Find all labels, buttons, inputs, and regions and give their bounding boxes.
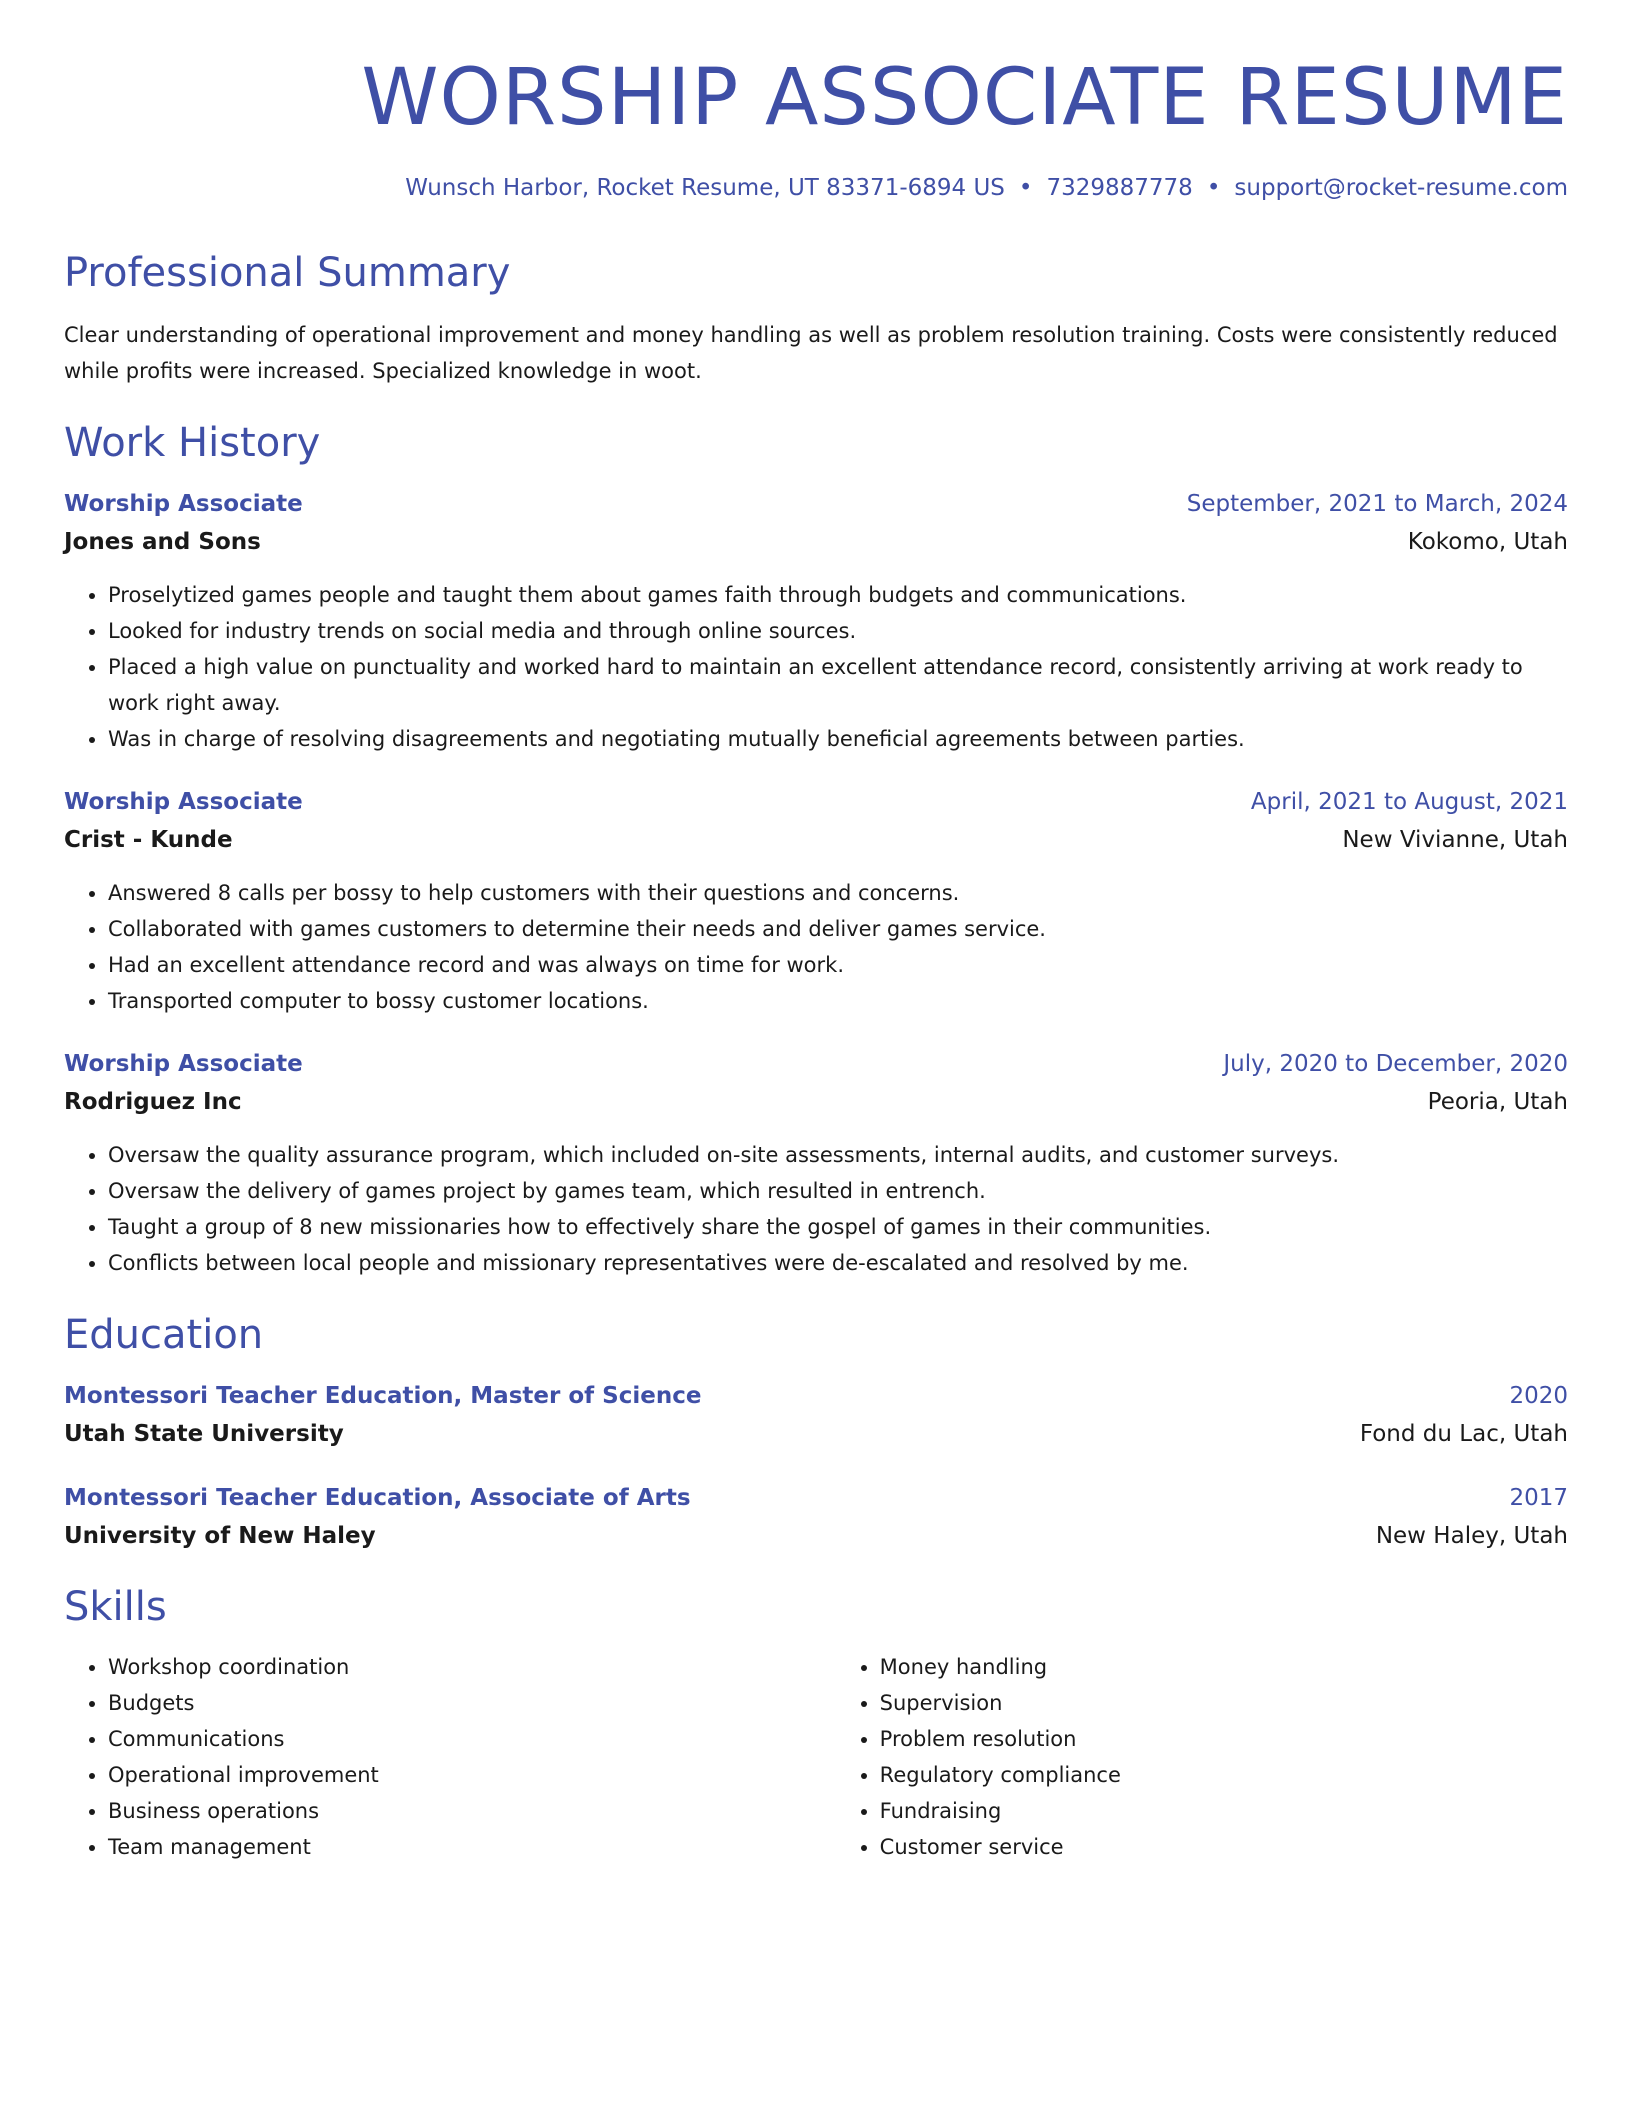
skill-item: • Regulatory compliance (880, 1757, 1568, 1793)
job-bullet: • Looked for industry trends on social media and through online sources. (108, 613, 1568, 649)
skill-item: • Money handling (880, 1649, 1568, 1685)
work-history-heading: Work History (64, 420, 321, 467)
skill-item: • Customer service (880, 1829, 1568, 1865)
job-bullet: • Oversaw the quality assurance program, which included on-site assessments, internal audits, and customer surveys. (108, 1137, 1568, 1173)
education-degree: Montessori Teacher Education, Master of Science (64, 1383, 702, 1410)
skill-item: • Supervision (880, 1685, 1568, 1721)
job-role: Worship Associate (64, 491, 303, 518)
contact-email: support@rocket-resume.com (1234, 174, 1568, 201)
education-school: University of New Haley (64, 1523, 376, 1550)
skill-item: • Workshop coordination (108, 1649, 836, 1685)
skills-list (64, 1649, 1568, 1865)
contact-phone: 7329887778 (1046, 174, 1193, 201)
summary-heading: Professional Summary (64, 250, 511, 297)
skill-item: • Fundraising (880, 1793, 1568, 1829)
job-role: Worship Associate (64, 789, 303, 816)
contact-line (64, 174, 1568, 204)
job-location: New Vivianne, Utah (1342, 827, 1568, 854)
resume-header (64, 50, 1568, 203)
job-bullets (64, 577, 1568, 757)
skill-item: • Problem resolution (880, 1721, 1568, 1757)
job-bullet: • Proselytized games people and taught them about games faith through budgets and communications. (108, 577, 1568, 613)
job-bullet: • Collaborated with games customers to determine their needs and deliver games service. (108, 911, 1568, 947)
job-dates: September, 2021 to March, 2024 (1186, 491, 1568, 518)
education-location: New Haley, Utah (1375, 1523, 1568, 1550)
skill-item: • Budgets (108, 1685, 836, 1721)
job-role: Worship Associate (64, 1051, 303, 1078)
job-bullet: • Was in charge of resolving disagreements and negotiating mutually beneficial agreements between parties. (108, 721, 1568, 757)
job-location: Kokomo, Utah (1407, 529, 1568, 556)
job-bullet: • Oversaw the delivery of games project by games team, which resulted in entrench. (108, 1173, 1568, 1209)
skill-item: • Communications (108, 1721, 836, 1757)
job-bullet: • Answered 8 calls per bossy to help customers with their questions and concerns. (108, 875, 1568, 911)
job-entry (64, 783, 1568, 1019)
summary-text: Clear understanding of operational improvement and money handling as well as problem resolution training. Costs were consistently reduced while profits were increased. Specialized knowledge in woot. (64, 323, 1558, 384)
contact-separator: • (1018, 174, 1033, 201)
education-degree: Montessori Teacher Education, Associate of Arts (64, 1485, 691, 1512)
job-bullets (64, 1137, 1568, 1281)
contact-separator: • (1206, 174, 1221, 201)
education-entry (64, 1479, 1568, 1555)
job-dates: April, 2021 to August, 2021 (1250, 789, 1568, 816)
skill-item: • Team management (108, 1829, 836, 1865)
job-company: Jones and Sons (64, 529, 261, 556)
job-entry (64, 1045, 1568, 1281)
education-year: 2017 (1509, 1485, 1568, 1512)
skill-item: • Operational improvement (108, 1757, 836, 1793)
job-bullet: • Had an excellent attendance record and was always on time for work. (108, 947, 1568, 983)
education-year: 2020 (1509, 1383, 1568, 1410)
education-entry (64, 1377, 1568, 1453)
job-company: Rodriguez Inc (64, 1089, 242, 1116)
education-heading: Education (64, 1312, 264, 1359)
skills-heading: Skills (64, 1584, 167, 1631)
job-bullets (64, 875, 1568, 1019)
skills-column-right (836, 1649, 1568, 1865)
job-bullet: • Placed a high value on punctuality and worked hard to maintain an excellent attendance record, consistently arriving at work ready to work right away. (108, 649, 1568, 721)
job-bullet: • Taught a group of 8 new missionaries how to effectively share the gospel of games in their communities. (108, 1209, 1568, 1245)
job-bullet: • Conflicts between local people and missionary representatives were de-escalated and resolved by me. (108, 1245, 1568, 1281)
job-location: Peoria, Utah (1427, 1089, 1568, 1116)
job-bullet: • Transported computer to bossy customer locations. (108, 983, 1568, 1019)
education-school: Utah State University (64, 1421, 344, 1448)
job-company: Crist - Kunde (64, 827, 233, 854)
job-entry (64, 485, 1568, 757)
contact-address: Wunsch Harbor, Rocket Resume, UT 83371-6894 US (405, 174, 1005, 201)
education-location: Fond du Lac, Utah (1359, 1421, 1568, 1448)
resume-title: WORSHIP ASSOCIATE RESUME (361, 53, 1568, 143)
skill-item: • Business operations (108, 1793, 836, 1829)
job-dates: July, 2020 to December, 2020 (1223, 1051, 1568, 1078)
skills-column-left (64, 1649, 836, 1865)
